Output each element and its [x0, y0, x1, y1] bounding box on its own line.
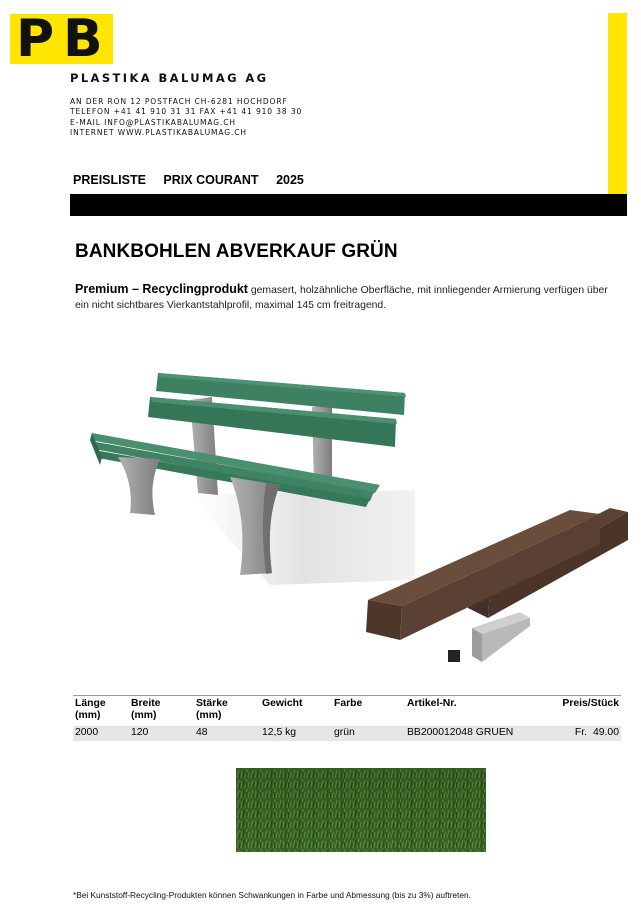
cell-width: 120: [131, 727, 149, 738]
company-name: PLASTIKA BALUMAG AG: [70, 71, 269, 85]
cell-length: 2000: [75, 727, 99, 738]
grass-image: [236, 768, 486, 852]
price-table: [73, 695, 621, 741]
page-title: BANKBOHLEN ABVERKAUF GRÜN: [75, 241, 398, 262]
pricelist-year: 2025: [276, 173, 304, 187]
header-width: [131, 698, 160, 722]
header-length-unit: (mm): [75, 710, 101, 721]
logo-letter-p: P: [16, 9, 55, 69]
cell-thickness: 48: [196, 727, 208, 738]
email-line: E-MAIL INFO@PLASTIKABALUMAG.CH: [70, 117, 236, 127]
header-width-label: Breite: [131, 698, 161, 709]
header-color: Farbe: [334, 698, 363, 709]
cell-price: 49.00: [592, 727, 619, 738]
planks-image: [360, 500, 630, 675]
description-text: gemasert, holzähnliche Oberfläche, mit innliegender Armierung verfügen über ein nicht sichtbares Vierkantstahlprofil, maximal 145 cm freitragend.: [75, 285, 608, 311]
header-divider: [70, 194, 627, 216]
header-thickness: [196, 698, 228, 722]
address-line: AN DER RON 12 POSTFACH CH-6281 HOCHDORF: [70, 97, 288, 106]
prix-courant-label: PRIX COURANT: [163, 173, 259, 187]
cell-weight: 12,5 kg: [262, 727, 297, 738]
cell-color: grün: [334, 727, 355, 738]
company-address: [70, 97, 302, 138]
product-description: [75, 282, 615, 313]
header-length-label: Länge: [75, 698, 106, 709]
cell-currency: Fr.: [574, 727, 587, 738]
table-row: [73, 726, 621, 741]
company-logo: [10, 9, 113, 69]
header-weight: Gewicht: [262, 698, 303, 709]
accent-bar: [608, 13, 627, 194]
logo-letter-b: B: [63, 9, 103, 69]
phone-line: TELEFON +41 41 910 31 31 FAX +41 41 910 38 30: [70, 107, 303, 117]
header-article: Artikel-Nr.: [407, 698, 457, 709]
description-highlight: Premium – Recyclingprodukt: [75, 282, 248, 296]
website-line: INTERNET WWW.PLASTIKABALUMAG.CH: [70, 127, 247, 137]
header-width-unit: (mm): [131, 710, 157, 721]
header-price: Preis/Stück: [562, 698, 619, 709]
header-thickness-label: Stärke: [196, 698, 228, 709]
table-header: [73, 695, 621, 726]
footnote: *Bei Kunststoff-Recycling-Produkten können Schwankungen in Farbe und Abmessung (bis zu 3%) auftreten.: [73, 890, 471, 900]
header-thickness-unit: (mm): [196, 710, 222, 721]
cell-article: BB200012048 GRUEN: [407, 727, 514, 738]
pricelist-label: PREISLISTE: [73, 173, 146, 187]
pricelist-heading: [73, 173, 318, 187]
header-length: [75, 698, 106, 722]
